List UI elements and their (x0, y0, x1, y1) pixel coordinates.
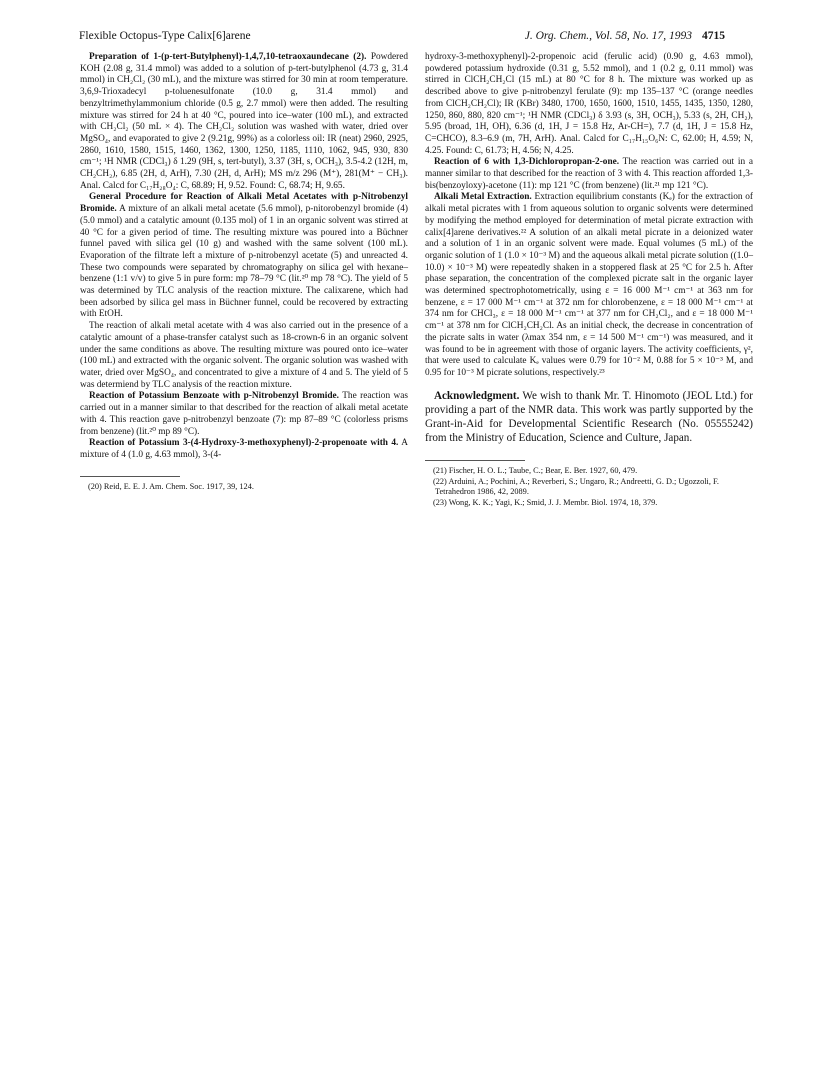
paragraph (80, 391, 408, 438)
paragraph-body: Extraction equilibrium constants (Kₑ) for the extraction of alkali metal picrates with 1 from aqueous solution to organic solvents were determined by modifying the method employed for determination of metal picrate extraction with calix[4]arene derivatives.²² A solution of an alkali metal picrate in a deionized water and a solution of 1 in an organic solvent were made. Equal volumes (5 mL) of the organic solution of 1 (1.0 × 10⁻³ M) and the aqueous alkali metal picrate solution ((1.0–10.0) × 10⁻³ M) were repeatedly shaken in a stoppered flask at 25 °C for 2.5 h. After phase separation, the concentration of the complexed picrate salt in the organic layer was determined spectrophotometrically, using ε = 16 000 M⁻¹ cm⁻¹ at 363 nm for benzene, ε = 17 000 M⁻¹ cm⁻¹ at 372 nm for chlorobenzene, ε = 18 000 M⁻¹ cm⁻¹ at 374 nm for CHCl₃, ε = 18 000 M⁻¹ cm⁻¹ at 377 nm for CH₂Cl₂, and ε = 18 000 M⁻¹ cm⁻¹ at 378 nm for ClCH₂CH₂Cl. As an initial check, the decrease in concentration of the picrate salts in water (λmax 354 nm, ε = 14 500 M⁻¹ cm⁻¹) was measured, and it was found to be in agreement with those of organic layers. The activity coefficients, γ², that were used to calculate Kₑ values were 0.79 for 10⁻² M, 0.88 for 5 × 10⁻³ M, and 0.95 for 10⁻³ M picrate solutions, respectively.²³ (425, 192, 754, 378)
journal-citation (525, 30, 725, 42)
left-column (80, 52, 408, 462)
paragraph (80, 192, 408, 321)
running-title: Flexible Octopus-Type Calix[6]arene (79, 30, 251, 42)
page-number: 4715 (702, 30, 725, 42)
footnote-rule (425, 460, 525, 461)
section-heading: Reaction of 6 with 1,3-Dichloropropan-2-one. (434, 157, 620, 168)
section-heading: Reaction of Potassium 3-(4-Hydroxy-3-methoxyphenyl)-2-propenoate with 4. (89, 438, 399, 449)
acknowledgment (425, 389, 753, 446)
right-column (425, 52, 753, 446)
section-heading: Alkali Metal Extraction. (434, 192, 532, 203)
footnote: (23) Wong, K. K.; Yagi, K.; Smid, J. J. Membr. Biol. 1974, 18, 379. (433, 497, 658, 507)
paragraph (425, 157, 753, 192)
paragraph-body: The reaction was carried out in a manner similar to that described for the reaction of alkali metal acetate with 4. This reaction gave p-nitrobenzyl benzoate (7): mp 87–89 °C (colorless prisms from benzene) (lit.²⁰ mp 89 °C). (80, 391, 409, 437)
footnote: (22) Arduini, A.; Pochini, A.; Reverberi, S.; Ungaro, R.; Andreetti, G. D.; Ugozzoli, F. Tetrahedron 1986, 42, 2089. (433, 476, 720, 497)
paragraph (80, 438, 408, 461)
paragraph-body: A mixture of 4 (1.0 g, 4.63 mmol), 3-(4- (80, 438, 408, 460)
acknowledgment-body: We wish to thank Mr. T. Hinomoto (JEOL Ltd.) for providing a part of the NMR data. This work was partly supported by the Grant-in-Aid for Developmental Scientific Research (No. 05555242) from the Ministry of Education, Science and Culture, Japan. (425, 389, 753, 445)
page-header (79, 30, 725, 46)
section-heading: General Procedure for Reaction of Alkali Metal Acetates with p-Nitrobenzyl Bromide. (80, 192, 408, 215)
section-heading: Preparation of 1-(p-tert-Butylphenyl)-1,4,7,10-tetraoxaundecane (2). (89, 52, 367, 62)
acknowledgment-heading: Acknowledgment. (434, 389, 520, 402)
footnote-rule (80, 476, 180, 477)
paragraph (425, 192, 753, 379)
section-heading: Reaction of Potassium Benzoate with p-Nitrobenzyl Bromide. (89, 391, 339, 402)
footnotes-left (80, 476, 408, 493)
paragraph-body: The reaction of alkali metal acetate with 4 was also carried out in the presence of a catalytic amount of a phase-transfer catalyst such as 18-crown-6 in an organic solvent under the same conditions as above. The resulting mixture was poured onto ice–water (100 mL) and extracted with the organic solvent. The organic solution was washed with water, dried over MgSO₄, and concentrated to give a mixture of 4 and 5. The yield of 5 was determiend by TLC analysis of the reaction mixture. (80, 321, 408, 390)
footnotes-right (425, 460, 753, 508)
paragraph-body: A mixture of an alkali metal acetate (5.6 mmol), p-nitorobenzyl bromide (4) (5.0 mmol) and a catalytic amount (0.135 mol) of 1 in an organic solvent was stirred at 40 °C for a given period of time. The resulting mixture was poured into a Büchner funnel paved with silica gel (10 g) and washed with the same solvent (100 mL). Evaporation of the filtrate left a mixture of p-nitrobenzyl acetate (5) and unreacted 4. These two compounds were separated by chromatography on silica gel with hexane–benzene (1:1 v/v) to give 5 in pure form: mp 78–79 °C (lit.²⁰ mp 78 °C). The yield of 5 was determined by TLC analysis of the reaction mixture. The calixarene, which had been adsorbed by silica gel mass in Büchner funnel, could be recovered by extracting with EtOH. (80, 204, 408, 320)
paragraph-body: hydroxy-3-methoxyphenyl)-2-propenoic acid (ferulic acid) (0.90 g, 4.63 mmol), powdered potassium hydroxide (0.31 g, 5.52 mmol), and 1 (0.2 g, 0.11 mmol) was stirred in ClCH₂CH₂Cl (15 mL) at 80 °C for 8 h. The mixture was worked up as described above to give p-nitrobenzyl ferulate (9): mp 135–137 °C (orange needles from ClCH₂CH₂Cl); IR (KBr) 3480, 1700, 1650, 1600, 1510, 1455, 1435, 1350, 1280, 1250, 860, 880, 820 cm⁻¹; ¹H NMR (CDCl₃) δ 3.93 (s, 3H, OCH₃), 5.33 (s, 2H, CH₂), 5.95 (broad, 1H, OH), 6.36 (d, 1H, J = 15.8 Hz, Ar-CH=), 7.7 (d, 1H, J = 15.8 Hz, C=CHCO), 8.3–6.9 (m, 7H, ArH). Anal. Calcd for C₁₇H₁₅O₆N: C, 62.00; H, 4.59; N, 4.25. Found: C, 61.73; H, 4.56; N, 4.25. (425, 52, 753, 156)
footnote: (21) Fischer, H. O. L.; Taube, C.; Bear, E. Ber. 1927, 60, 479. (433, 466, 638, 475)
journal-name: J. Org. Chem., Vol. 58, No. 17, 1993 (524, 30, 692, 42)
paragraph (80, 321, 408, 391)
paragraph-body: The reaction was carried out in a manner similar to that described for the reaction of 3 with 4. This reaction afforded 1,3-bis(benzoyloxy)-acetone (11): mp 121 °C (from benzene) (lit.²¹ mp 121 °C). (425, 157, 753, 191)
paragraph (80, 52, 408, 192)
paragraph-body: Powdered KOH (2.08 g, 31.4 mmol) was added to a solution of p-tert-butylphenol (4.73 g, 31.4 mmol) in CH₂Cl₂ (30 mL), and the mixture was stirred for 30 min at room temperature. 3,6,9-Trioxadecyl p-toluenesulfonate (10.0 g, 31.4 mmol) and benzyltrimethylammonium chloride (0.5 g, 2.7 mmol) were then added. The resulting mixture was stirred for 24 h at 40 °C, poured into ice–water (100 mL), and extracted with CH₂Cl₂ (50 mL × 4). The CH₂Cl₂ solution was washed with water, dried over MgSO₄, and evaporated to give 2 (9.21g, 99%) as a colorless oil: IR (neat) 2960, 2925, 2860, 1610, 1580, 1515, 1460, 1362, 1300, 1250, 1185, 1110, 1062, 945, 930, 830 cm⁻¹; ¹H NMR (CDCl₃) δ 1.29 (9H, s, tert-butyl), 3.37 (3H, s, OCH₃), 3.5-4.2 (12H, m, CH₂CH₂), 6.85 (2H, d, ArH), 7.30 (2H, d, ArH); MS m/z 296 (M⁺), 281(M⁺ − CH₃). Anal. Calcd for C₁₇H₂₈O₄: C, 68.89; H, 9.52. Found: C, 68.74; H, 9.65. (80, 52, 409, 191)
footnote: (20) Reid, E. E. J. Am. Chem. Soc. 1917, 39, 124. (88, 482, 254, 491)
paragraph (425, 52, 753, 157)
